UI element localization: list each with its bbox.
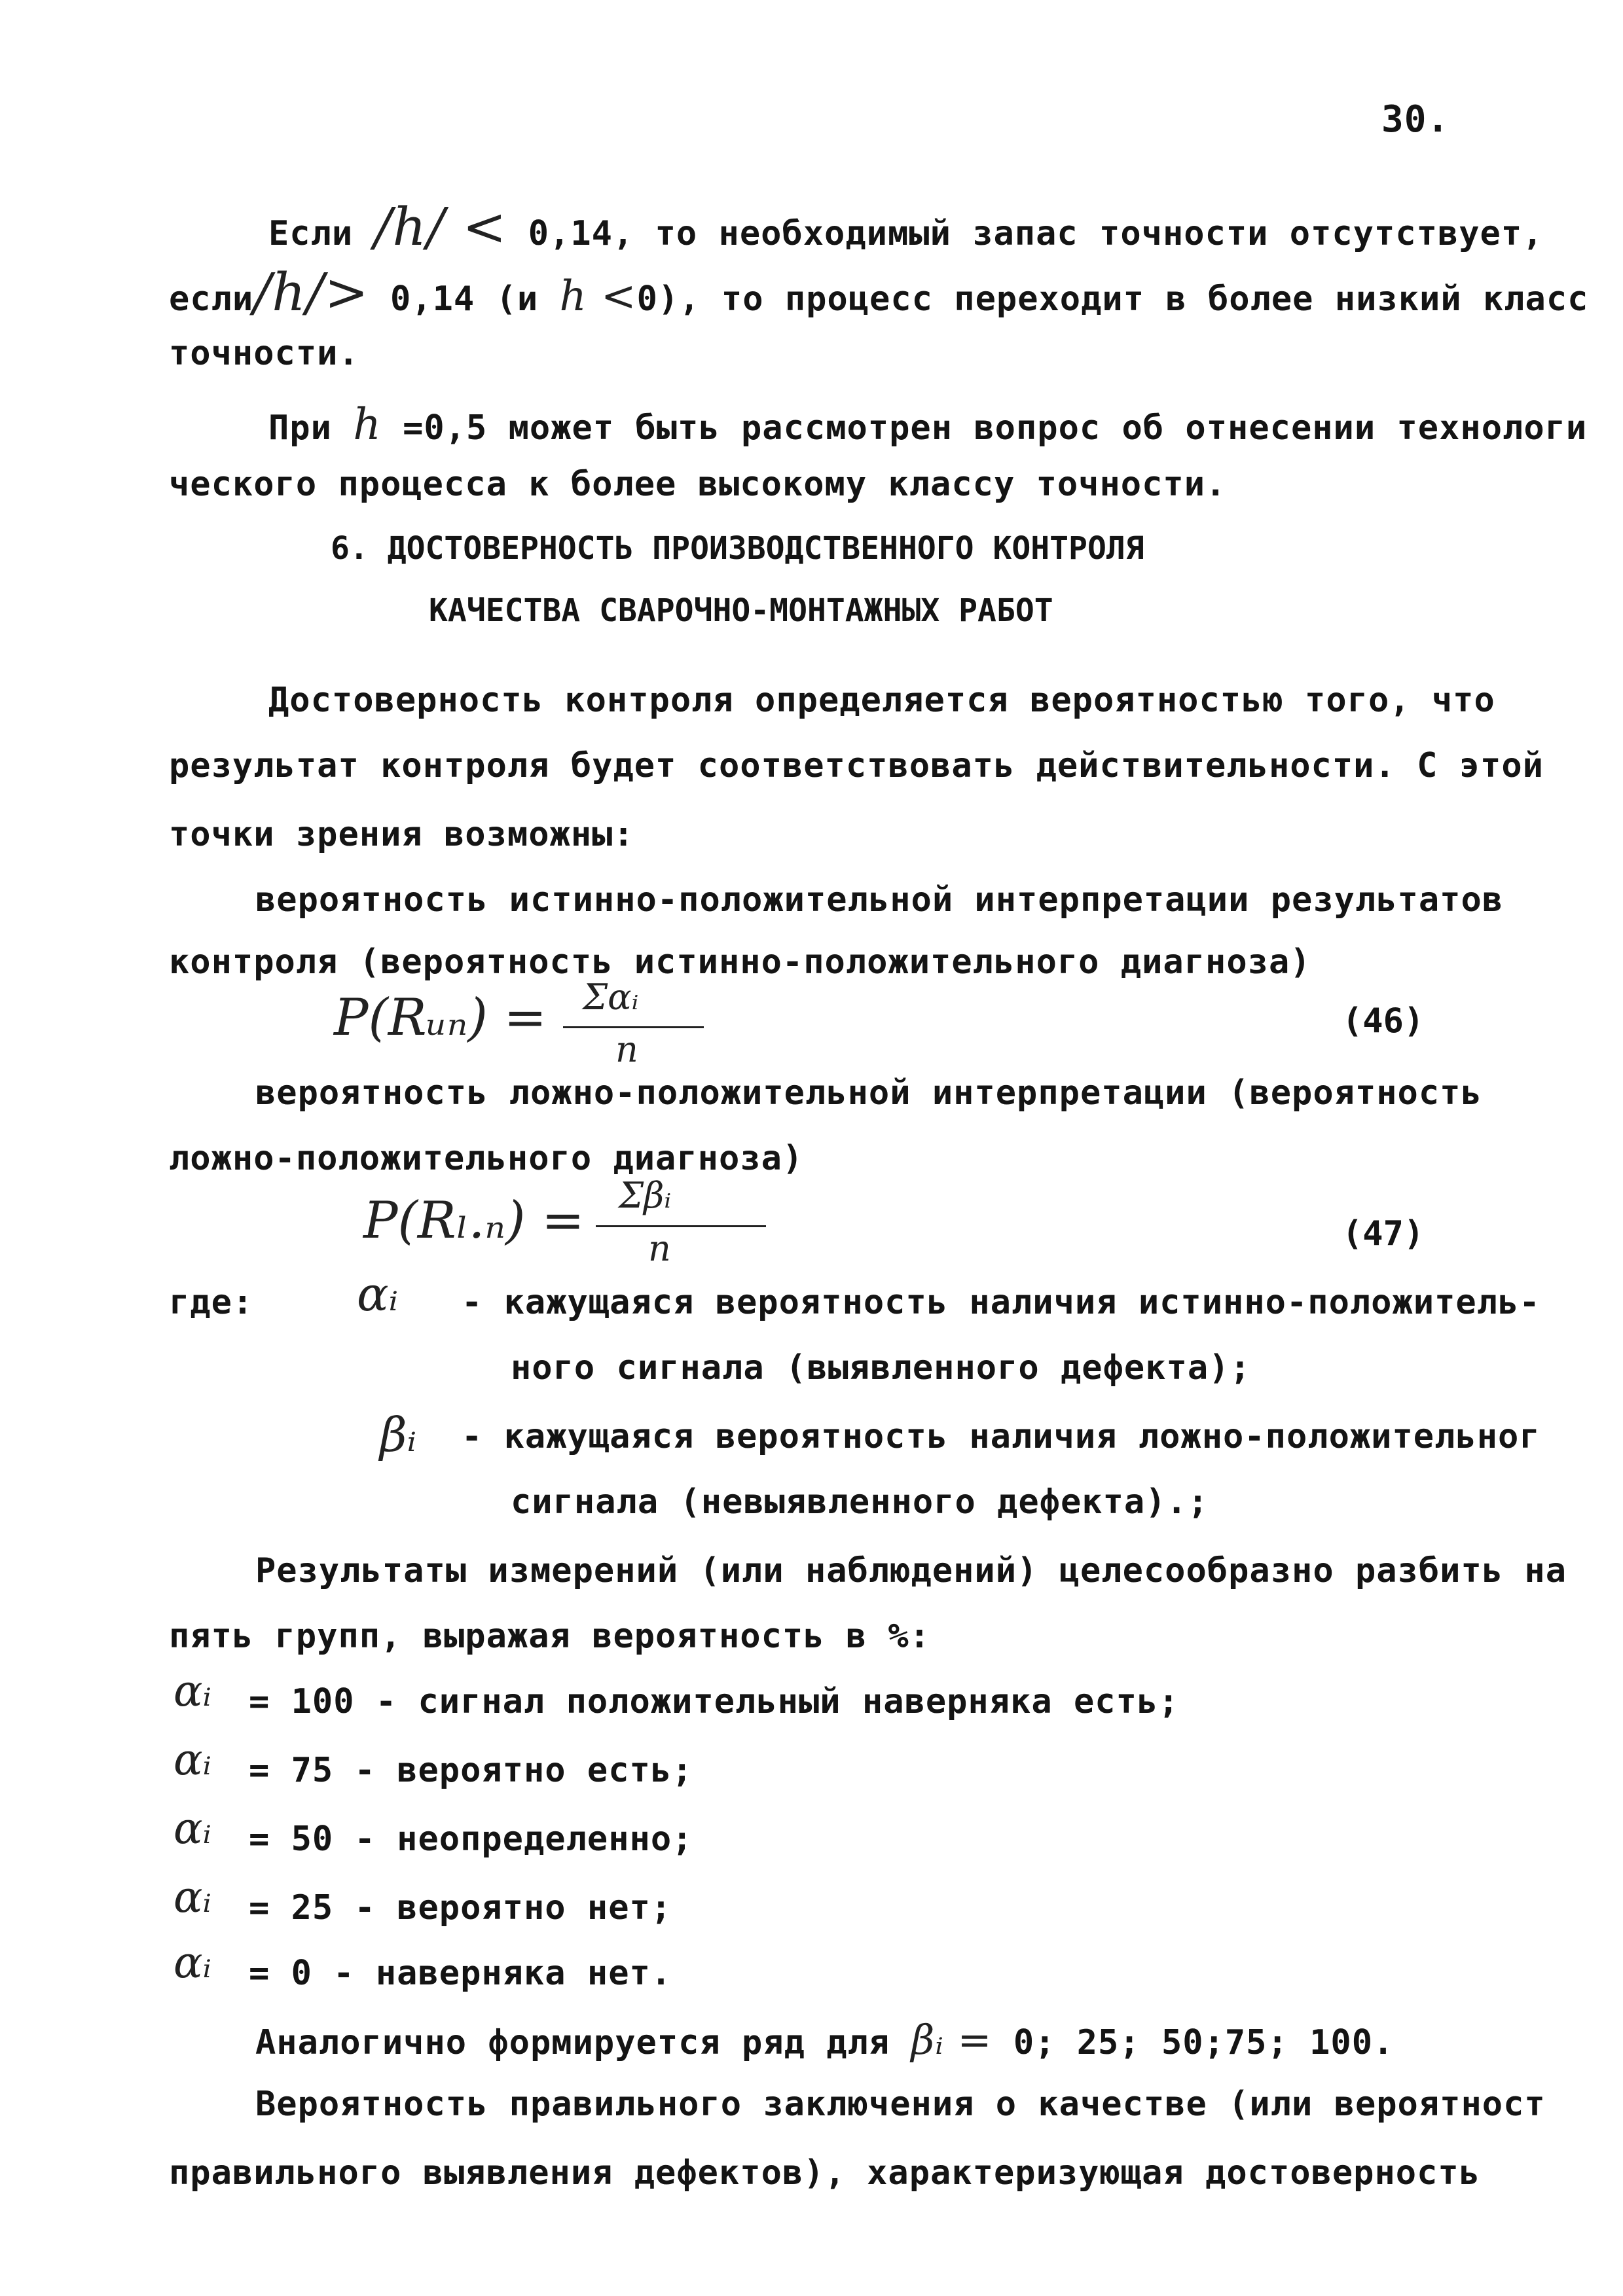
paragraph-5 <box>255 2016 1394 2064</box>
alpha-symbol: αᵢ <box>173 1803 211 1854</box>
math-inline: /h/> <box>253 262 369 323</box>
text: если <box>169 279 254 319</box>
section-heading-line-2: КАЧЕСТВА СВАРОЧНО-МОНТАЖНЫХ РАБОТ <box>429 592 1053 629</box>
group-item-4: = 25 - вероятно нет; <box>249 1888 672 1928</box>
paragraph-4-line-1: Результаты измерений (или наблюдений) целесообразно разбить на <box>255 1551 1567 1590</box>
paragraph-1-line-1 <box>268 196 1543 257</box>
text: 0,14 (и <box>390 279 539 319</box>
beta-definition-line-2: сигнала (невыявленного дефекта).; <box>511 1482 1209 1522</box>
alpha-definition-line-1: - кажущаяся вероятность наличия истинно-положитель- <box>462 1283 1541 1322</box>
group-item-2: = 75 - вероятно есть; <box>249 1751 693 1790</box>
text: 0), то процесс переходит в более низкий класс <box>636 279 1589 319</box>
alpha-symbol: αᵢ <box>173 1872 211 1922</box>
alpha-symbol: αᵢ <box>357 1266 399 1321</box>
group-item-1: = 100 - сигнал положительный наверняка есть; <box>249 1682 1180 1721</box>
where-label: где: <box>169 1283 254 1322</box>
group-item-3: = 50 - неопределенно; <box>249 1820 693 1859</box>
formula-47-denominator: n <box>648 1228 671 1269</box>
formula-46-fraction-bar <box>563 1026 704 1028</box>
equation-number-46: (46) <box>1342 1001 1425 1041</box>
alpha-symbol: αᵢ <box>173 1734 211 1785</box>
formula-46-lhs: P(Rᵤₙ) = <box>334 988 547 1047</box>
paragraph-6-line-2: правильного выявления дефектов), характеризующая достоверность <box>169 2153 1481 2193</box>
item-2-line-1: вероятность ложно-положительной интерпретации (вероятность <box>255 1073 1482 1113</box>
text: 0,14, то необходимый запас точности отсутствует, <box>528 214 1544 253</box>
paragraph-3-line-2: результат контроля будет соответствовать действительности. С этой <box>169 746 1544 785</box>
text: Аналогично формируется ряд для <box>255 2023 890 2062</box>
paragraph-6-line-1: Вероятность правильного заключения о качестве (или вероятност <box>255 2085 1546 2124</box>
group-item-5: = 0 - наверняка нет. <box>249 1954 672 1993</box>
paragraph-2-line-2: ческого процесса к более высокому классу точности. <box>169 465 1227 504</box>
formula-47-numerator: Σβᵢ <box>619 1175 672 1216</box>
paragraph-1-line-2 <box>169 262 1588 323</box>
alpha-symbol: αᵢ <box>173 1937 211 1988</box>
math-inline: h <box>353 399 382 450</box>
text: 0; 25; 50;75; 100. <box>1013 2023 1395 2062</box>
formula-47-lhs: P(Rₗ.ₙ) = <box>363 1191 585 1250</box>
item-2-line-2: ложно-положительного диагноза) <box>169 1139 804 1178</box>
page-number: 30. <box>1381 98 1450 141</box>
math-inline: /h/ < <box>374 196 507 257</box>
formula-46-denominator: n <box>615 1029 638 1070</box>
paragraph-2-line-1 <box>268 399 1587 450</box>
paragraph-3-line-3: точки зрения возможны: <box>169 815 634 854</box>
paragraph-3-line-1: Достоверность контроля определяется вероятностью того, что <box>268 681 1495 720</box>
item-1-line-2: контроля (вероятность истинно-положительного диагноза) <box>169 942 1311 982</box>
text: Если <box>268 214 354 253</box>
beta-definition-line-1: - кажущаяся вероятность наличия ложно-положительног <box>462 1417 1541 1456</box>
text: =0,5 может быть рассмотрен вопрос об отнесении технологи <box>403 408 1588 448</box>
alpha-definition-line-2: ного сигнала (выявленного дефекта); <box>511 1348 1251 1388</box>
alpha-symbol: αᵢ <box>173 1666 211 1716</box>
beta-symbol: βᵢ <box>380 1407 417 1462</box>
equation-number-47: (47) <box>1342 1214 1425 1253</box>
formula-46-numerator: Σαᵢ <box>583 977 639 1018</box>
text: При <box>268 408 332 448</box>
section-heading-line-1: 6. ДОСТОВЕРНОСТЬ ПРОИЗВОДСТВЕННОГО КОНТРОЛЯ <box>331 530 1144 567</box>
formula-47-fraction-bar <box>596 1225 766 1227</box>
beta-symbol: βᵢ = <box>911 2016 993 2064</box>
math-inline: h < <box>559 272 637 321</box>
item-1-line-1: вероятность истинно-положительной интерпретации результатов <box>255 880 1504 920</box>
paragraph-4-line-2: пять групп, выражая вероятность в %: <box>169 1617 931 1656</box>
paragraph-1-line-3: точности. <box>169 334 359 373</box>
